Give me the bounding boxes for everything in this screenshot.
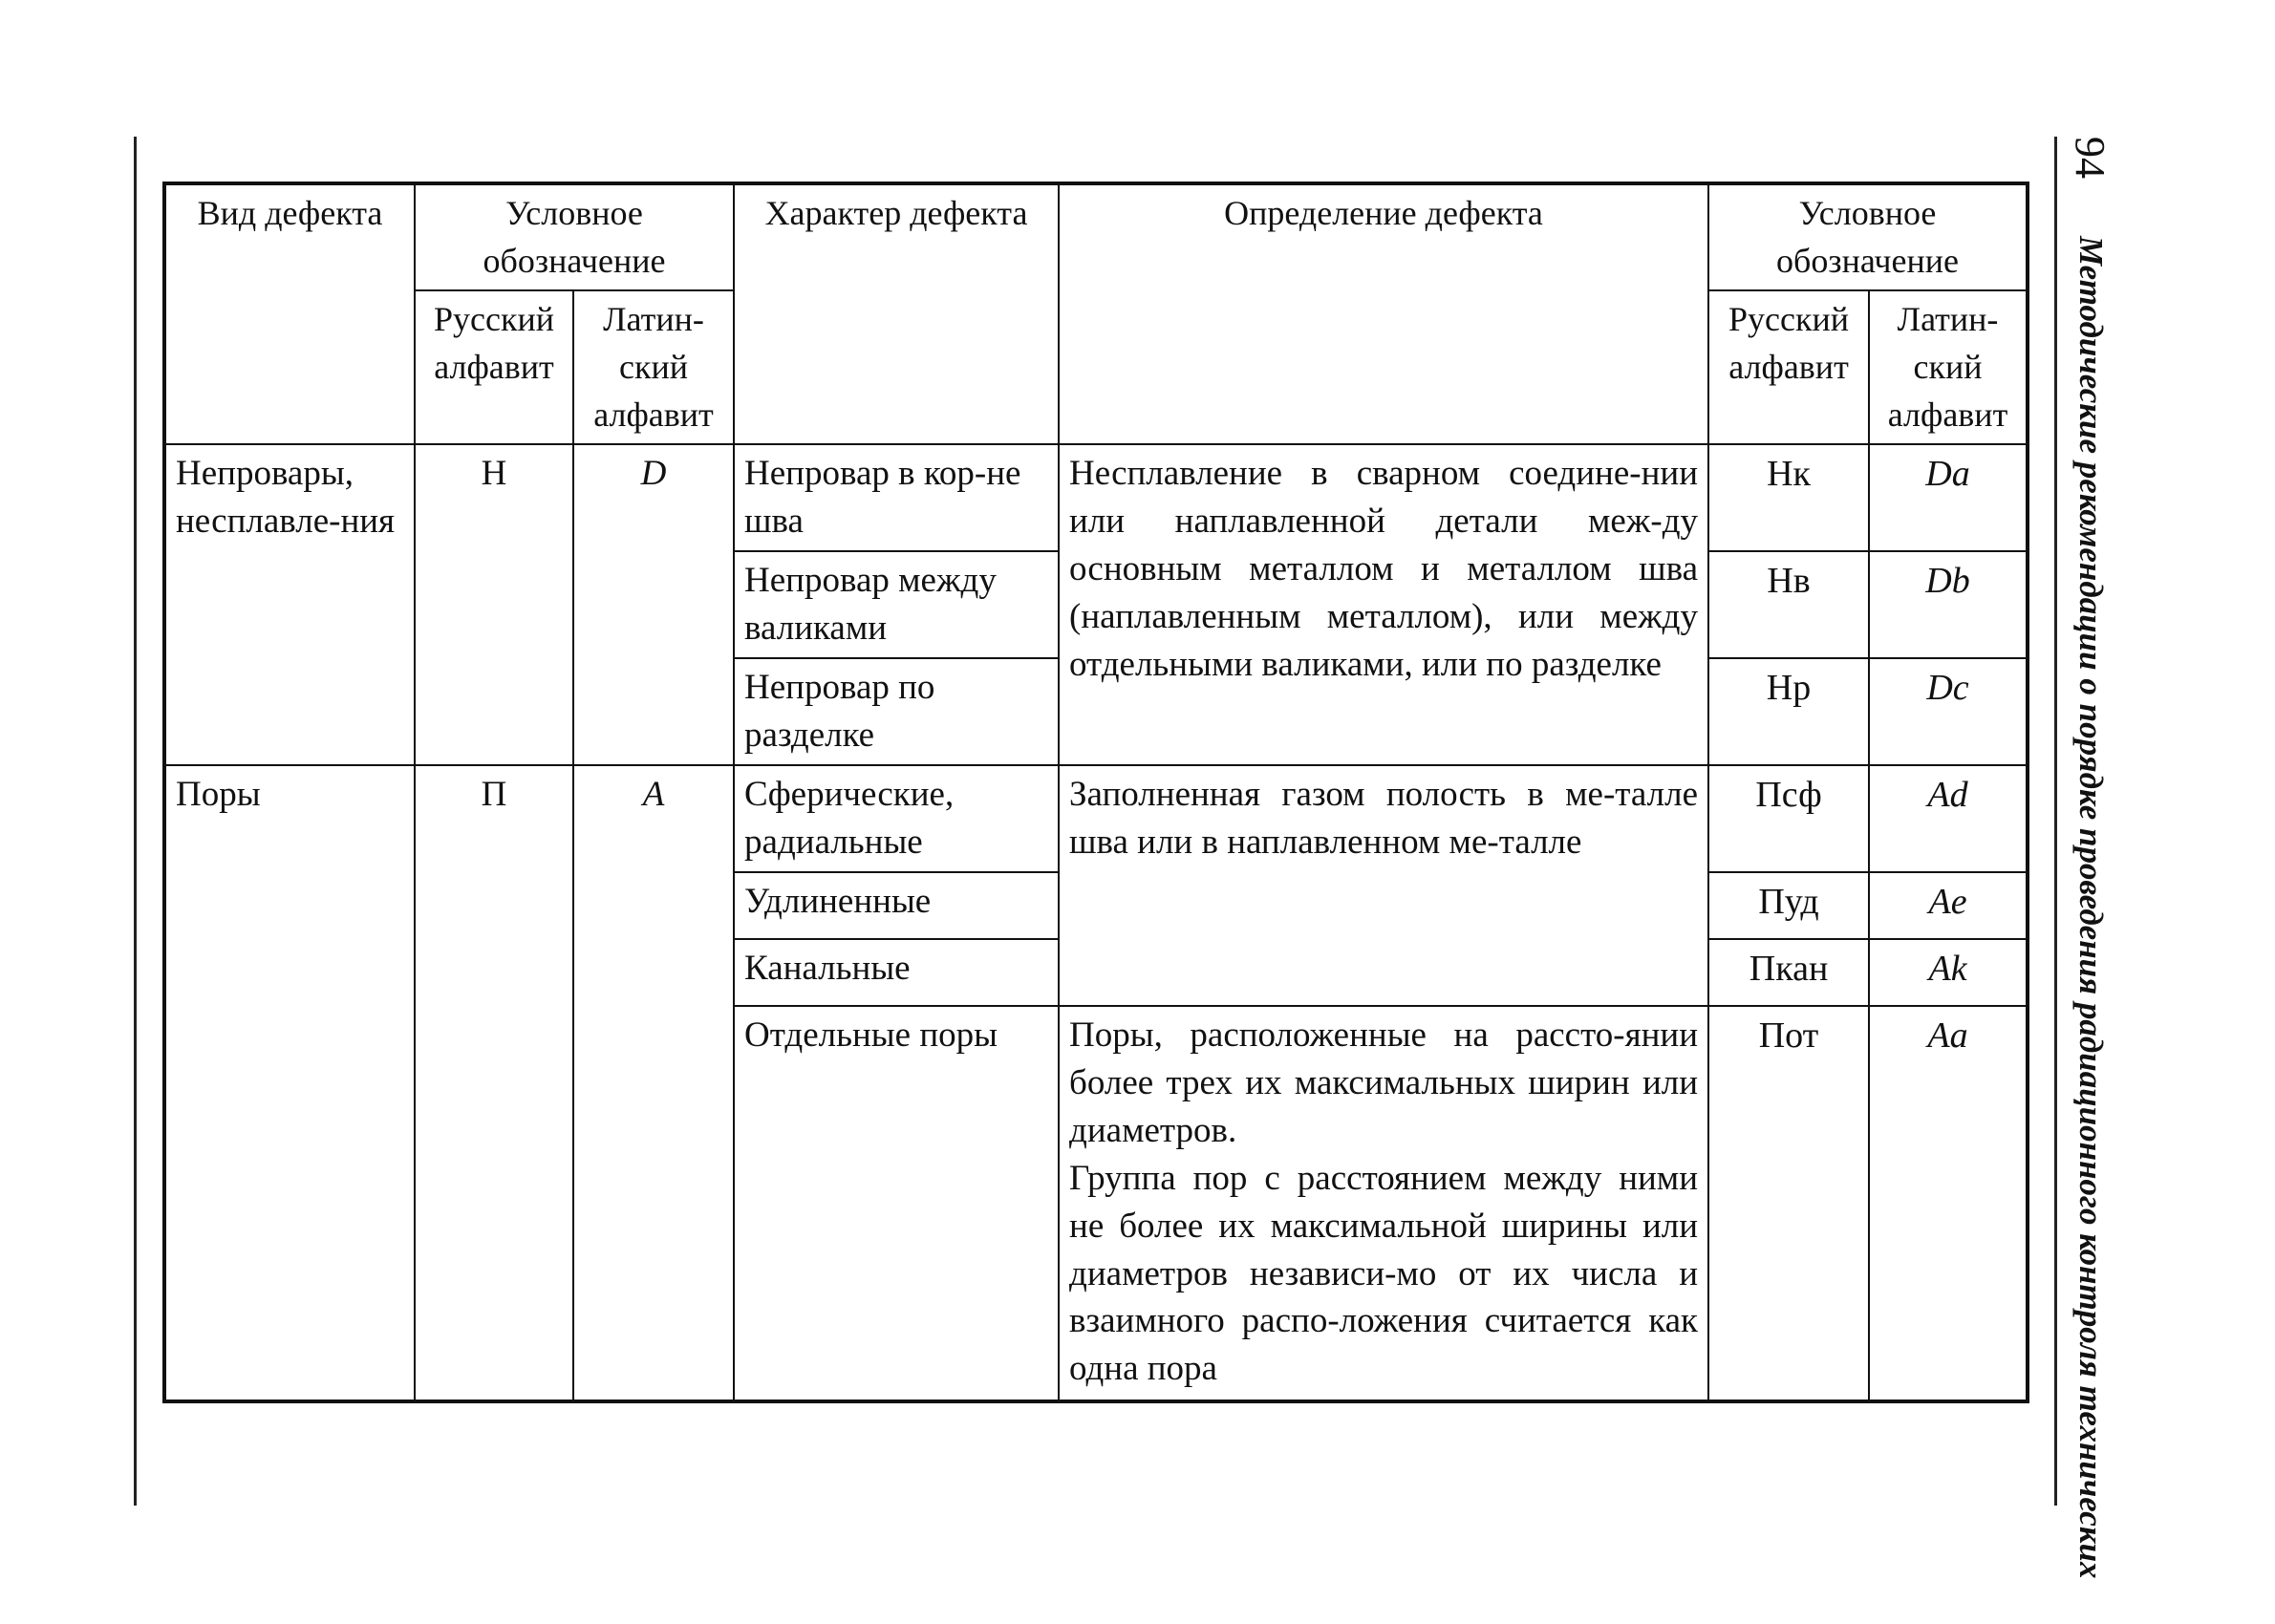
lat-code-cell: A	[573, 765, 734, 1401]
running-title: Методические рекомендации о порядке проведения радиационного контроля технических	[2072, 236, 2110, 1579]
definition-cell: Несплавление в сварном соедине-нии или наплавленной детали меж-ду основным металлом и металлом шва (наплавленным металлом), или между отдельными валиками, или по разделке	[1059, 444, 1708, 765]
lat-subcode-cell: Ae	[1869, 872, 2028, 939]
ru-subcode-cell: Псф	[1708, 765, 1869, 872]
ru-subcode-cell: Нв	[1708, 551, 1869, 658]
ru-subcode-cell: Пкан	[1708, 939, 1869, 1006]
lat-subcode-cell: Aa	[1869, 1006, 2028, 1401]
header-character: Характер дефекта	[734, 183, 1059, 444]
header-defect-type: Вид дефекта	[164, 183, 415, 444]
character-cell: Удлиненные	[734, 872, 1059, 939]
character-cell: Канальные	[734, 939, 1059, 1006]
lat-subcode-cell: Db	[1869, 551, 2028, 658]
ru-subcode-cell: Нк	[1708, 444, 1869, 551]
ru-code-cell: П	[415, 765, 573, 1401]
header-designation: Условное обозначение	[415, 183, 734, 290]
character-cell: Непровар между валиками	[734, 551, 1059, 658]
header-latin: Латин-ский алфавит	[573, 290, 734, 444]
right-margin-rule	[2054, 137, 2057, 1506]
lat-subcode-cell: Dc	[1869, 658, 2028, 765]
ru-subcode-cell: Пот	[1708, 1006, 1869, 1401]
definition-paragraph: Группа пор с расстоянием между ними не более их максимальной ширины или диаметров независи-мо от их числа и взаимного распо-ложения считается как одна пора	[1069, 1158, 1699, 1389]
character-cell: Непровар по разделке	[734, 658, 1059, 765]
header-latin-2: Латин-ский алфавит	[1869, 290, 2028, 444]
lat-subcode-cell: Ad	[1869, 765, 2028, 872]
character-cell: Сферические, радиальные	[734, 765, 1059, 872]
ru-subcode-cell: Пуд	[1708, 872, 1869, 939]
running-header	[2066, 137, 2115, 1579]
defect-type-cell: Непровары, несплавле-ния	[164, 444, 415, 765]
ru-code-cell: Н	[415, 444, 573, 765]
header-designation-2: Условное обозначение	[1708, 183, 2028, 290]
header-row-1	[164, 183, 2028, 290]
header-definition: Определение дефекта	[1059, 183, 1708, 444]
table-row	[164, 444, 2028, 551]
defect-type-cell: Поры	[164, 765, 415, 1401]
definition-paragraph: Поры, расположенные на рассто-янии более трех их максимальных ширин или диаметров.	[1069, 1015, 1699, 1150]
header-russian: Русский алфавит	[415, 290, 573, 444]
character-cell: Непровар в кор-не шва	[734, 444, 1059, 551]
lat-subcode-cell: Da	[1869, 444, 2028, 551]
definition-cell	[1059, 1006, 1708, 1401]
left-margin-rule	[134, 137, 137, 1506]
lat-code-cell: D	[573, 444, 734, 765]
lat-subcode-cell: Ak	[1869, 939, 2028, 1006]
definition-cell: Заполненная газом полость в ме-талле шва или в наплавленном ме-талле	[1059, 765, 1708, 1006]
character-cell: Отдельные поры	[734, 1006, 1059, 1401]
page-number: 94	[2067, 137, 2114, 179]
table-row	[164, 765, 2028, 872]
header-russian-2: Русский алфавит	[1708, 290, 1869, 444]
defects-table	[162, 182, 2029, 1403]
ru-subcode-cell: Нр	[1708, 658, 1869, 765]
